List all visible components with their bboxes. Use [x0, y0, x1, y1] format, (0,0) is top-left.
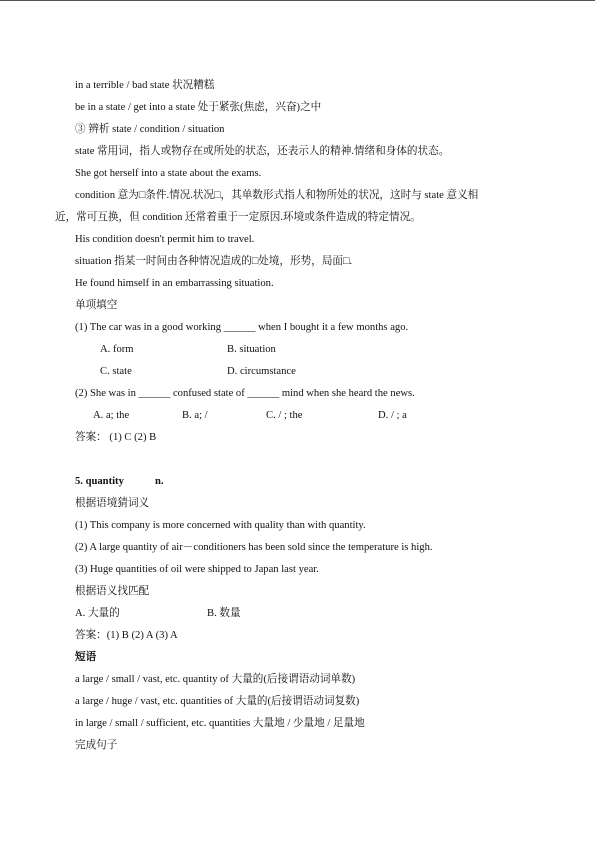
q2-option-d: D. / ; a [378, 410, 407, 421]
matching-heading: 根据语义找匹配 [75, 586, 150, 597]
q2-option-c: C. / ; the [266, 410, 303, 421]
condition-definition-cont: 近，常可互换，但 condition 还常着重于一定原因.环境或条件造成的特定情况。 [55, 212, 421, 223]
word-heading-quantity: 5. quantity [75, 476, 124, 487]
question-1: (1) The car was in a good working ______ when I bought it a few months ago. [75, 322, 409, 333]
state-example: She got herself into a state about the exams. [75, 168, 262, 179]
meaning-option-a: A. 大量的 [75, 608, 120, 619]
q1-option-b: B. situation [227, 344, 276, 355]
q1-option-a: A. form [100, 344, 134, 355]
state-definition: state 常用词，指人或物存在或所处的状态，还表示人的精神.情绪和身体的状态。 [75, 146, 450, 157]
complete-sentence-heading: 完成句子 [75, 740, 118, 751]
phrase-in-quantities: in large / small / sufficient, etc. quantities 大量地 / 少量地 / 足量地 [75, 718, 365, 729]
condition-definition: condition 意为□条件.情况.状况□，其单数形式指人和物所处的状况，这时与 state 意义相 [75, 190, 479, 201]
phrase-quantities-of: a large / huge / vast, etc. quantities of 大量的(后接谓语动词复数) [75, 696, 360, 707]
phrase-quantity-of: a large / small / vast, etc. quantity of 大量的(后接谓语动词单数) [75, 674, 356, 685]
word-pos: n. [155, 476, 164, 487]
q1-option-c: C. state [100, 366, 132, 377]
quantity-sentence-3: (3) Huge quantities of oil were shipped to Japan last year. [75, 564, 319, 575]
quantity-sentence-1: (1) This company is more concerned with quality than with quantity. [75, 520, 366, 531]
q2-option-b: B. a; / [182, 410, 208, 421]
meaning-option-b: B. 数量 [207, 608, 241, 619]
question-2: (2) She was in ______ confused state of ______ mind when she heard the news. [75, 388, 415, 399]
answer-state: 答案： (1) C (2) B [75, 432, 157, 443]
phrases-heading: 短语 [75, 652, 97, 663]
phrase-bad-state: in a terrible / bad state 状况糟糕 [75, 80, 215, 91]
q1-option-d: D. circumstance [227, 366, 296, 377]
answer-quantity: 答案：(1) B (2) A (3) A [75, 630, 178, 641]
condition-example: His condition doesn't permit him to travel. [75, 234, 255, 245]
context-guess-heading: 根据语境猜词义 [75, 498, 150, 509]
situation-example: He found himself in an embarrassing situation. [75, 278, 274, 289]
page-top-rule [0, 0, 595, 1]
phrase-in-a-state: be in a state / get into a state 处于紧张(焦虑，兴奋)之中 [75, 102, 322, 113]
quantity-sentence-2: (2) A large quantity of air－conditioners has been sold since the temperature is high. [75, 542, 433, 553]
single-choice-heading: 单项填空 [75, 300, 118, 311]
discrimination-heading: ③ 辨析 state / condition / situation [75, 124, 225, 135]
q2-option-a: A. a; the [93, 410, 130, 421]
situation-definition: situation 指某一时间由各种情况造成的□处境，形势，局面□. [75, 256, 353, 267]
